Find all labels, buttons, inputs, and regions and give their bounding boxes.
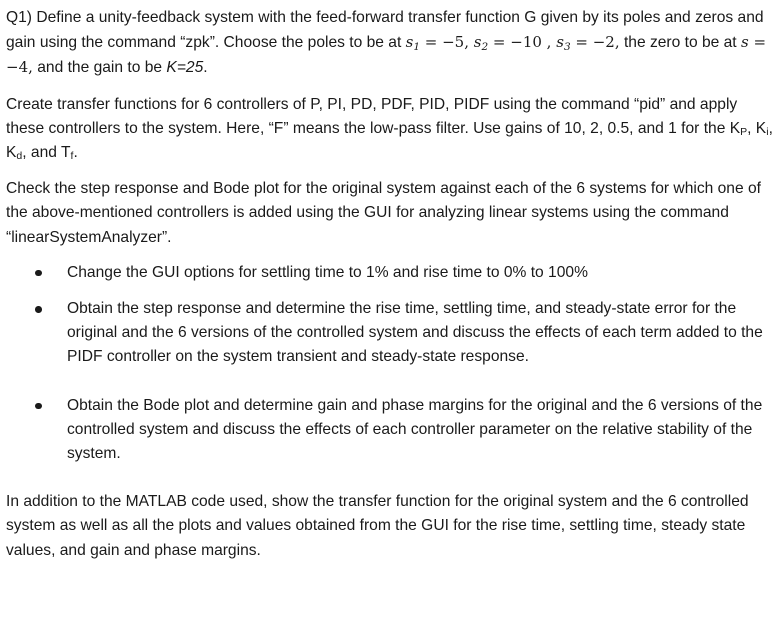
gain-value: K=25 xyxy=(166,59,204,77)
controllers-paragraph: Create transfer functions for 6 controllers of P, PI, PD, PDF, PID, PIDF using the command “pid” and apply these controllers to the system. Here, “F” means the low-pass filter. Use gains of 10, 2, 0.5, and 1 for the $K_P$, $K_i$, $K_d$, and $T_f$. xyxy=(6,95,773,163)
list-item-text: Obtain the step response and determine the rise time, settling time, and steady-state error for the original and the 6 versions of the controlled system and discuss the effects of each term added to the PIDF controller on the system transient and steady-state response. xyxy=(67,300,763,366)
kd-subscript: d xyxy=(16,150,23,163)
question-paragraph: Q1) Define a unity-feedback system with the feed-forward transfer function G given by its poles and zeros and gain using the command “zpk”. Choose the poles to be at $s_1 = -5$, $s_2 = -10$ , $s_3 = -2$, the zero to be at s = −4, and the gain to be K=25. xyxy=(6,9,767,77)
list-item xyxy=(6,297,776,370)
tf-subscript: f xyxy=(70,150,74,163)
bullet-icon xyxy=(35,403,42,410)
closing-paragraph: In addition to the MATLAB code used, show the transfer function for the original system and the 6 controlled system as well as all the plots and values obtained from the GUI for the rise time, settling time, steady state values, and gain and phase margins. xyxy=(6,493,749,559)
ki-subscript: i xyxy=(766,125,769,138)
zero-intro-text: the zero to be at xyxy=(619,34,741,52)
bullet-icon xyxy=(35,270,42,277)
assignment-document xyxy=(6,6,776,563)
list-item-text: Change the GUI options for settling time to 1% and rise time to 0% to 100% xyxy=(67,263,588,281)
kp-subscript: P xyxy=(740,125,748,138)
list-item xyxy=(6,394,776,467)
bullet-icon xyxy=(35,306,42,313)
analysis-paragraph: Check the step response and Bode plot for the original system against each of the 6 systems for which one of the above-mentioned controllers is added using the GUI for analyzing linear systems using the command “linearSystemAnalyzer”. xyxy=(6,180,761,246)
list-item xyxy=(6,261,776,285)
list-item-text: Obtain the Bode plot and determine gain and phase margins for the original and the 6 versions of the controlled system and discuss the effects of each controller parameter on the relative stability of the system. xyxy=(67,396,763,463)
task-list xyxy=(6,261,776,466)
question-intro-text: Q1) Define a unity-feedback system with the feed-forward transfer function G given by its poles and zeros and gain using the command “zpk”. Choose the poles to be at xyxy=(6,9,764,52)
zero-value: s = −4, xyxy=(6,33,767,77)
pole-s1: $s_1 = -5$, $s_2 = -10$ , $s_3 = -2$, xyxy=(405,33,620,54)
gain-intro-text: and the gain to be xyxy=(32,59,167,77)
